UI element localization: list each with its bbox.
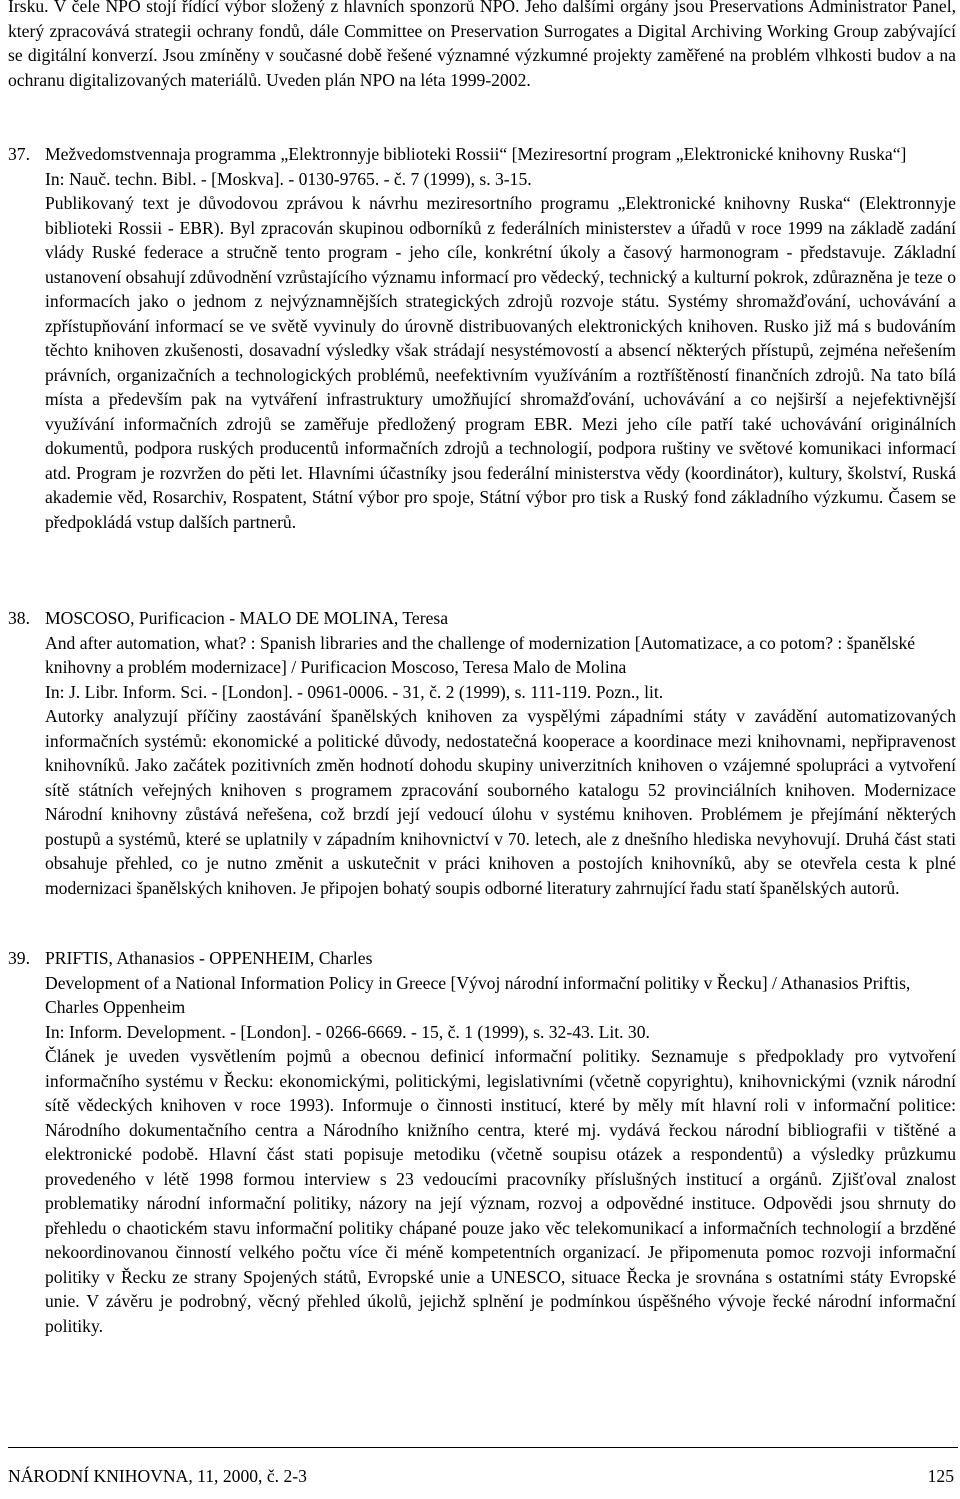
entry-number: 37.: [8, 144, 30, 164]
entry-body: [45, 142, 956, 534]
entry-abstract: Autorky analyzují příčiny zaostávání španělských knihoven za vyspělými západními státy v zavádění automatizovaných informačních systémů: ekonomické a politické důvody, nedostatečná kooperace a koordinace mezi knihovnami, nepřipravenost knihovníků. Jako začátek pozitivních změn hodnotí dohodu skupiny univerzitních knihoven o vzájemné spolupráci a vytvoření sítě státních veřejných knihoven s programem zpracování souborného katalogu 52 provinciálních knihoven. Modernizace Národní knihovny zůstává neřešena, což brzdí její vedoucí úlohu v systému knihoven. Problémem je přejímání některých postupů a systémů, které se uplatnily v západním knihovnictví v 70. letech, ale z dnešního hlediska nevyhovují. Druhá část stati obsahuje přehled, co je nutno změnit a uskutečnit v práci knihoven a postojích knihovníků, aby se otevřela cesta k plné modernizaci španělských knihoven. Je připojen bohatý soupis odborné literatury zahrnující řadu statí španělských autorů.: [45, 706, 956, 898]
entry-author: MOSCOSO, Purificacion - MALO DE MOLINA, Teresa: [45, 608, 449, 628]
page-number: 125: [927, 1466, 954, 1486]
bibliography-entry-38: [8, 606, 956, 900]
entry-author: PRIFTIS, Athanasios - OPPENHEIM, Charles: [45, 948, 373, 968]
entry-title: Mežvedomstvennaja programma „Elektronnyje biblioteki Rossii“ [Meziresortní program „Elektronické knihovny Ruska“]: [45, 144, 907, 164]
entry-source: In: J. Libr. Inform. Sci. - [London]. - 0961-0006. - 31, č. 2 (1999), s. 111-119. Pozn., lit.: [45, 681, 664, 702]
entry-abstract: Publikovaný text je důvodovou zprávou k návrhu meziresortního programu „Elektronické knihovny Ruska“ (Elektronnyje biblioteki Rossii - EBR). Byl zpracován skupinou odborníků z federálních ministerstev a úřadů v roce 1999 na základě zadání vlády Ruské federace a stručně tento program - jeho cíle, konkrétní úkoly a časový harmonogram - představuje. Základní ustanovení obsahují zdůvodnění vzrůstajícího významu informací pro vědecký, technický a kulturní pokrok, zdůrazněna je teze o informacích jako o jednom z nejvýznamnějších strategických zdrojů rozvoje státu. Systémy shromažďování, uchovávání a zpřístupňování informací se ve světě vyvinuly do úrovně distribuovaných elektronických knihoven. Rusko již má s budováním těchto knihoven zkušenosti, dosavadní výsledky však strádají nesystémovostí a absencí některých přístupů, zejména neřešením právních, organizačních a technologických problémů, neefektivním využíváním a roztříštěností finančních zdrojů. Na tato bílá místa a především pak na vytváření infrastruktury umožňující shromažďování, uchovávání a co nejširší a nejefektivnější využívání informačních zdrojů se zaměřuje předložený program EBR. Mezi jeho cíle patří také uchovávání originálních dokumentů, podpora ruských producentů informačních zdrojů a technologií, podpora ruštiny ve světové komunikaci informací atd. Program je rozvržen do pěti let. Hlavními účastníky jsou federální ministerstva vědy (koordinátor), kultury, školství, Ruská akademie věd, Rosarchiv, Rospatent, Státní výbor pro spoje, Státní výbor pro tisk a Ruský fond základního výzkumu. Časem se předpokládá vstup dalších partnerů.: [45, 193, 956, 532]
footer-divider: [8, 1447, 958, 1448]
entry-source: In: Inform. Development. - [London]. - 0266-6669. - 15, č. 1 (1999), s. 32-43. Lit. 30.: [45, 1021, 650, 1042]
entry-body: [45, 606, 956, 900]
entry-source: In: Nauč. techn. Bibl. - [Moskva]. - 0130-9765. - č. 7 (1999), s. 3-15.: [45, 168, 532, 189]
intro-text: Irsku. V čele NPO stojí řídící výbor složený z hlavních sponzorů NPO. Jeho dalšími orgány jsou Preservations Administrator Panel, který zpracovává strategii ochrany fondů, dále Committee on Preservation Surrogates a Digital Archiving Working Group zabývající se digitální konverzí. Jsou zmíněny v současné době řešené významné výzkumné projekty zaměřené na problém vlhkosti budov a na ochranu digitalizovaných materiálů. Uveden plán NPO na léta 1999-2002.: [8, 0, 956, 90]
entry-body: [45, 946, 956, 1338]
entry-abstract: Článek je uveden vysvětlením pojmů a obecnou definicí informační politiky. Seznamuje s předpoklady pro vytvoření informačního systému v Řecku: ekonomickými, politickými, legislativními (včetně copyrightu), knihovnickými (vznik národní sítě vědeckých knihoven v roce 1993). Informuje o činnosti institucí, které by měly mít hlavní roli v informační politice: Národního dokumentačního centra a Národního knižního centra, které mj. vydává řeckou národní bibliografii v tištěné a elektronické podobě. Hlavní část stati popisuje metodiku (včetně soupisu otázek a respondentů) a výsledky průzkumu provedeného v létě 1998 formou interview s 23 vedoucími pracovníky příslušných institucí a orgánů. Zjišťoval znalost problematiky národní informační politiky, názory na její význam, rozvoj a odpovědné instituce. Odpovědi jsou shrnuty do přehledu o chaotickém stavu informační politiky chápané pouze jako věc telekomunikací a informačních technologií a brzděné nekoordinovanou činností velkého počtu více či méně kompetentních organizací. Je připomenuta pomoc rozvoji informační politiky v Řecku ze strany Spojených států, Evropské unie a UNESCO, situace Řecka je srovnána s ostatními státy Evropské unie. V závěru je podrobný, věcný přehled úkolů, jejichž splnění je podmínkou úspěšného vývoje řecké národní informační politiky.: [45, 1046, 956, 1336]
entry-number: 39.: [8, 948, 30, 968]
footer-journal: NÁRODNÍ KNIHOVNA, 11, 2000, č. 2-3: [8, 1466, 307, 1486]
bibliography-entry-39: [8, 946, 956, 1338]
bibliography-entry-37: [8, 142, 956, 534]
intro-paragraph: [8, 0, 956, 92]
entry-title: And after automation, what? : Spanish libraries and the challenge of modernization [Automatizace, a co potom? : španělské knihovny a problém modernizace] / Purificacion Moscoso, Teresa Malo de Molina: [45, 632, 916, 677]
entry-number: 38.: [8, 608, 30, 628]
entry-title: Development of a National Information Policy in Greece [Vývoj národní informační politiky v Řecku] / Athanasios Priftis, Charles Oppenheim: [45, 972, 911, 1017]
